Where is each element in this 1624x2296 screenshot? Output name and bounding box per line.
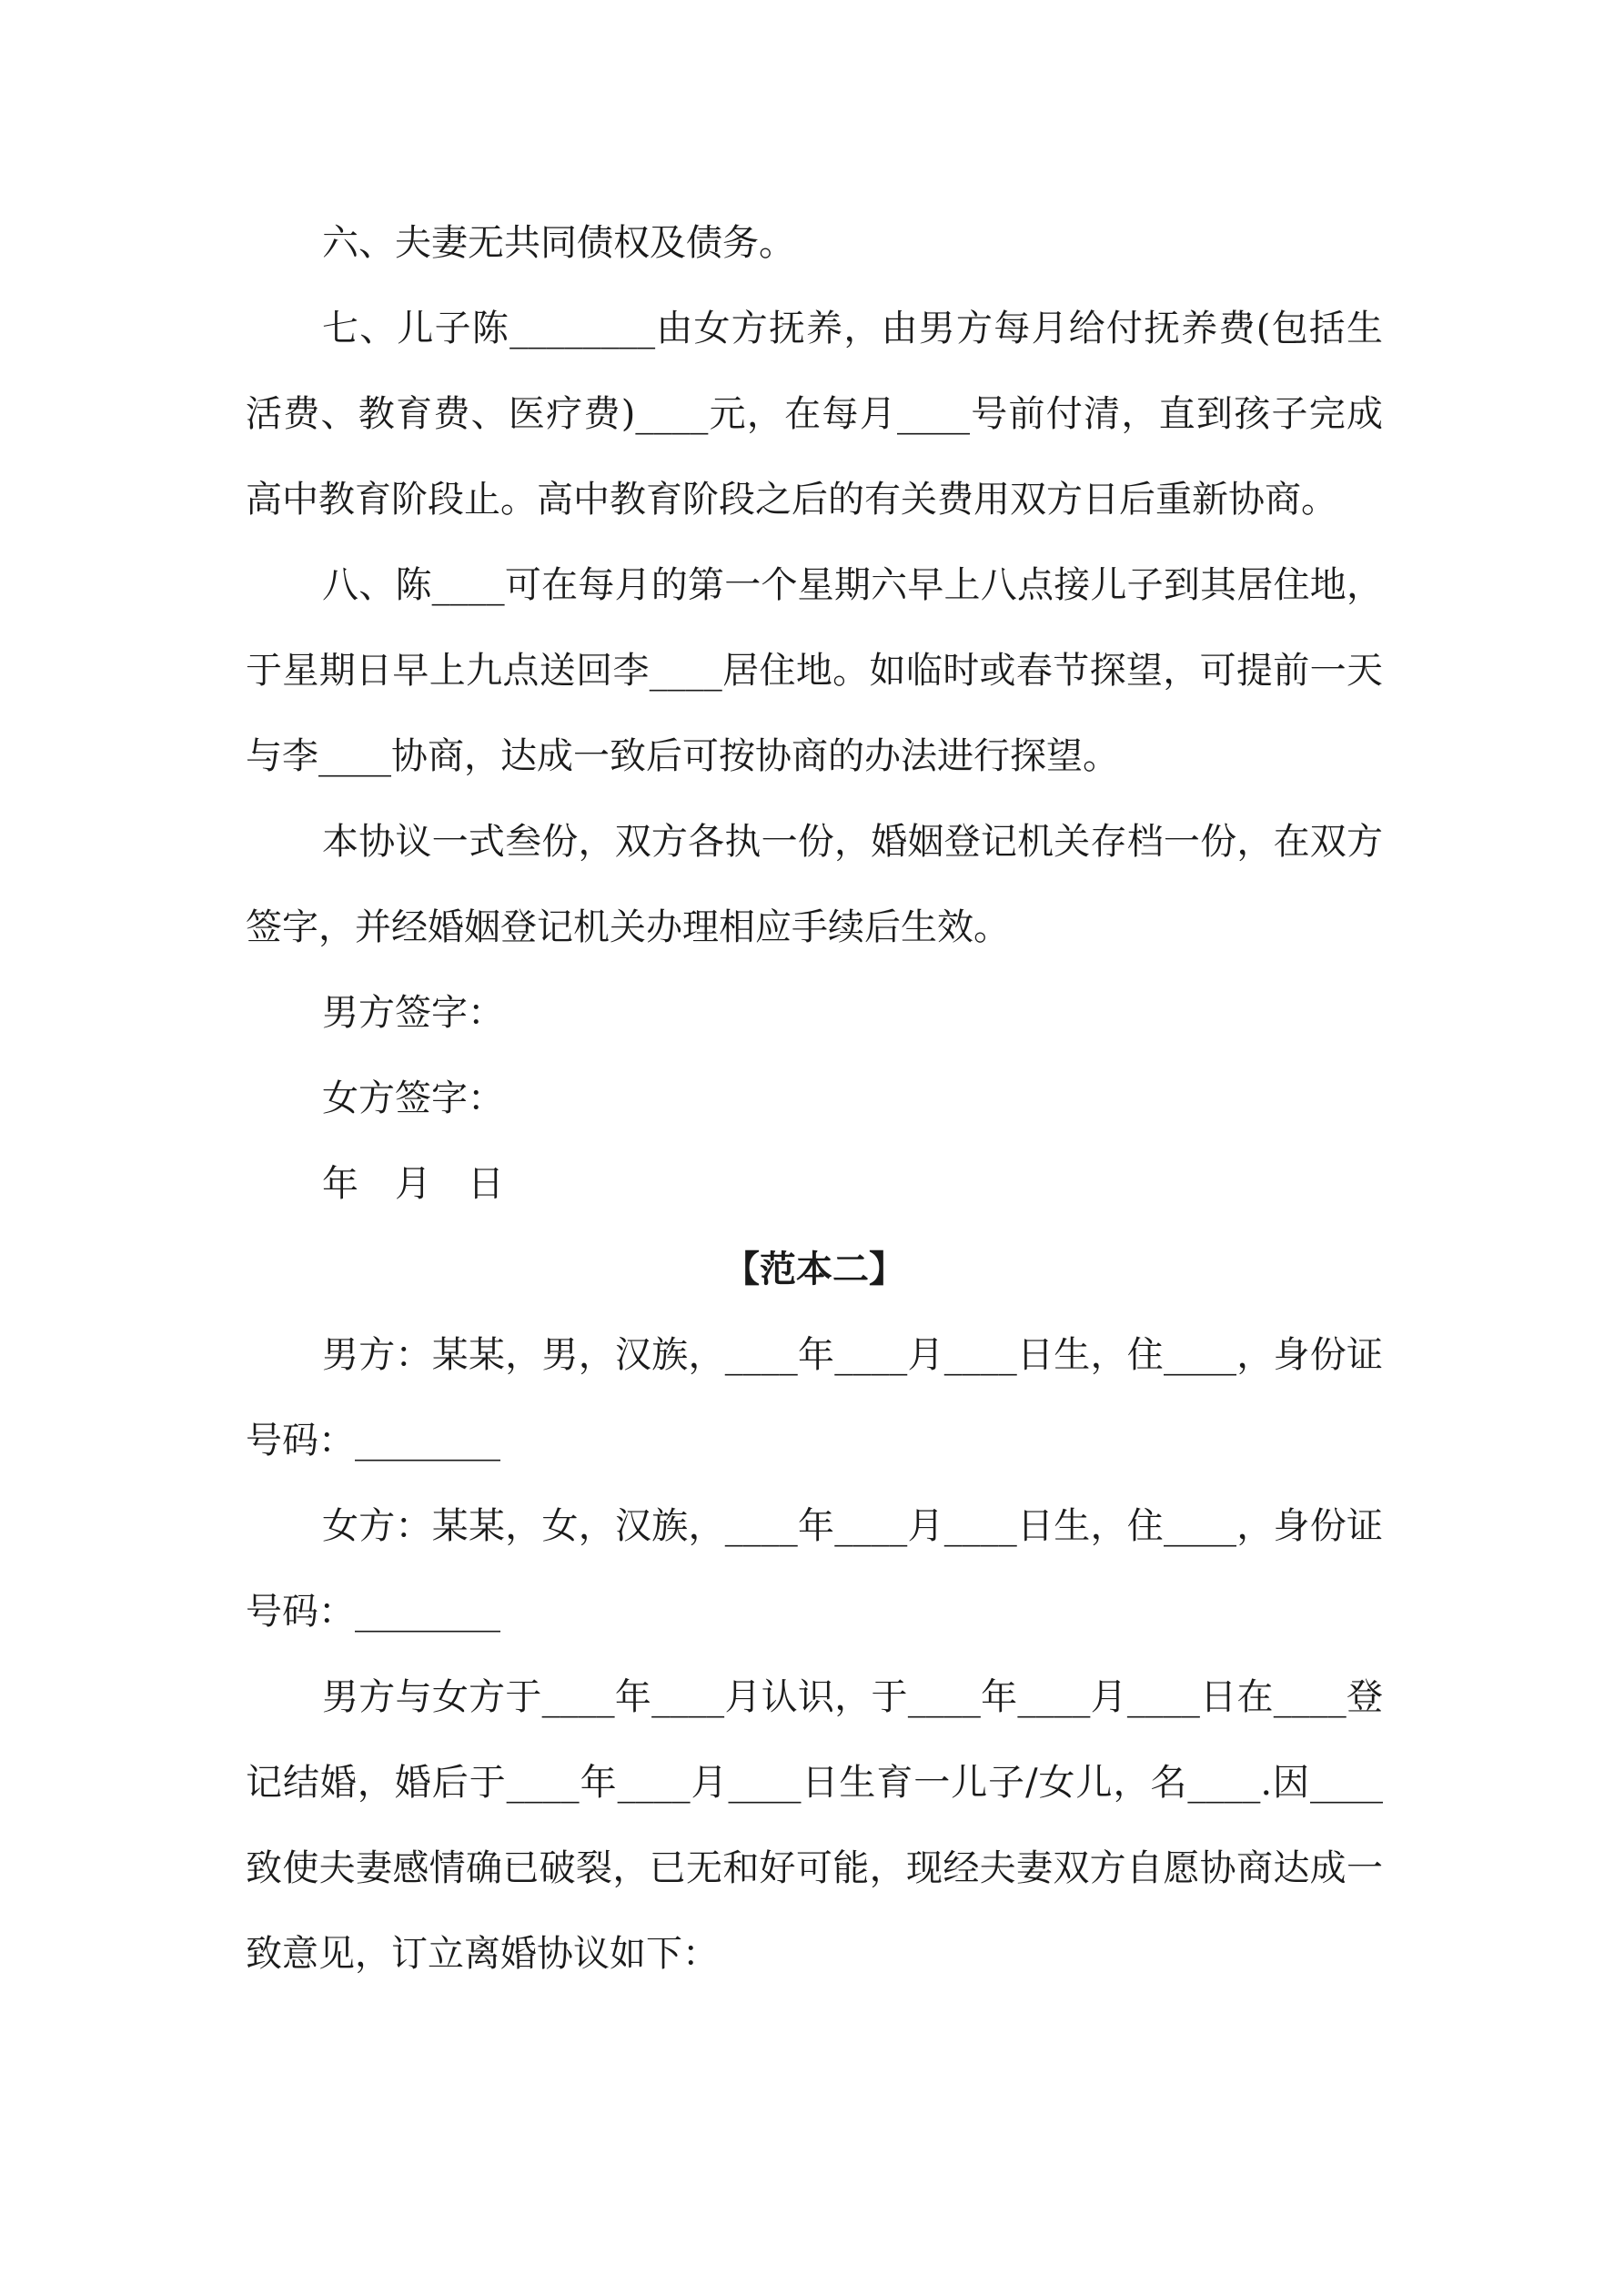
clause-eight: 八、陈____可在每月的第一个星期六早上八点接儿子到其居住地，于星期日早上九点送回李____居住地。如临时或春节探望，可提前一天与李____协商，达成一致后可按协商的办法进行探望。	[246, 564, 1383, 777]
agreement-copies-clause: 本协议一式叁份，双方各执一份，婚姻登记机关存档一份，在双方签字，并经婚姻登记机关办理相应手续后生效。	[246, 821, 1383, 948]
female-signature-line: 女方签字：	[322, 1077, 504, 1119]
female-party-info: 女方：某某，女，汉族，____年____月____日生，住____，身份证号码：________	[246, 1505, 1383, 1633]
clause-six: 六、夫妻无共同债权及债务。	[322, 222, 795, 264]
marriage-background: 男方与女方于____年____月认识，于____年____月____日在____登记结婚，婚后于____年____月____日生育一儿子/女儿，名____.因____致使夫妻感情确已破裂，已无和好可能，现经夫妻双方自愿协商达成一致意见，订立离婚协议如下：	[246, 1676, 1383, 1975]
male-signature-line: 男方签字：	[322, 992, 504, 1034]
document-body	[246, 200, 1383, 1997]
date-line: 年 月 日	[322, 1163, 504, 1205]
clause-seven: 七、儿子陈________由女方抚养，由男方每月给付抚养费(包括生活费、教育费、医疗费)____元，在每月____号前付清，直到孩子完成高中教育阶段止。高中教育阶段之后的有关费用双方日后重新协商。	[246, 308, 1383, 521]
male-party-info: 男方：某某，男，汉族，____年____月____日生，住____，身份证号码：________	[246, 1334, 1383, 1462]
template-two-heading: 【范本二】	[723, 1248, 905, 1290]
